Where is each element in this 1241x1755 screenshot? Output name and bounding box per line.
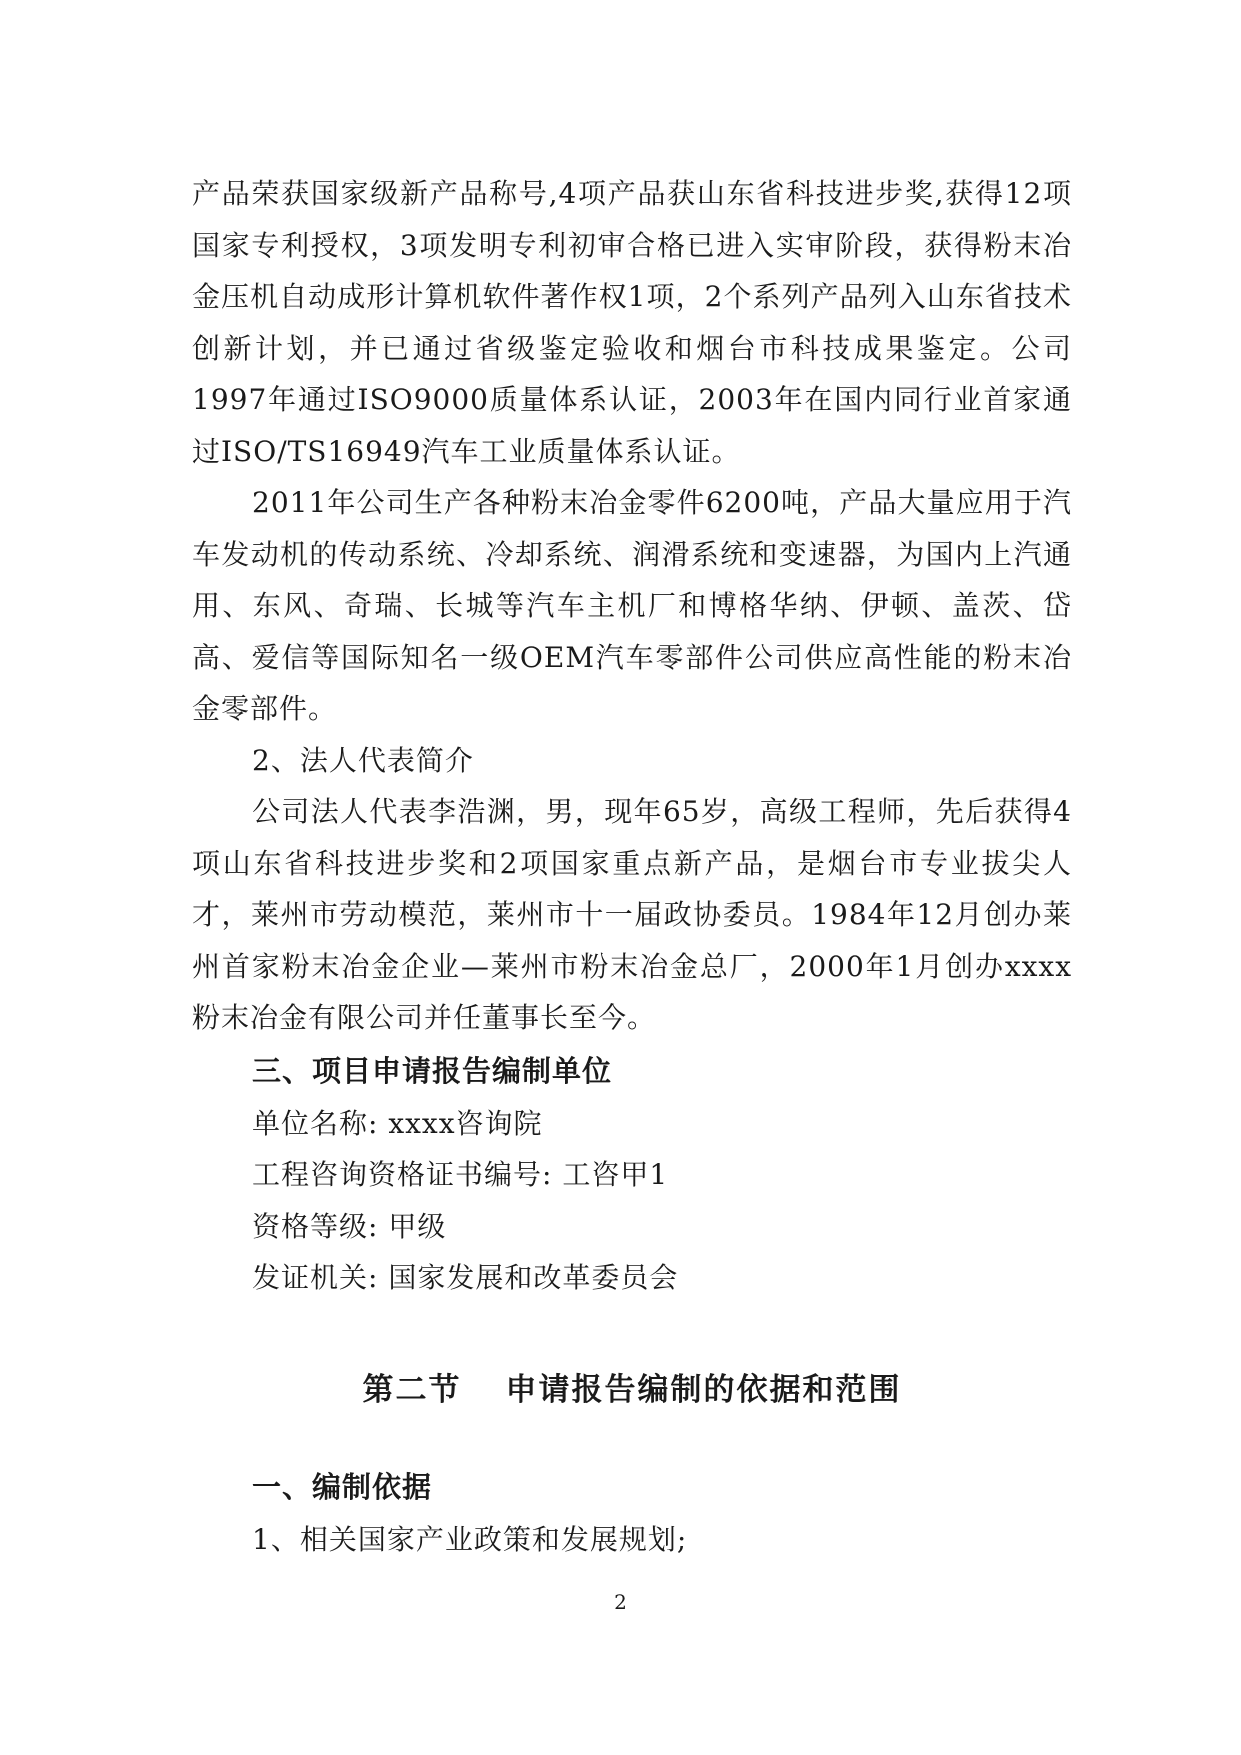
heading-basis: 一、编制依据 (252, 1469, 433, 1504)
paragraph-awards: 产品荣获国家级新产品称号,4项产品获山东省科技进步奖,获得12项国家专利授权，3项发明专利初审合格已进入实审阶段，获得粉末冶金压机自动成形计算机软件著作权1项，2个系列产品列入山东省技术创新计划，并已通过省级鉴定验收和烟台市科技成果鉴定。公司1997年通过ISO9000质量体系认证，2003年在国内同行业首家通过ISO/TS16949汽车工业质量体系认证。 (192, 177, 1072, 468)
paragraph-production: 2011年公司生产各种粉末冶金零件6200吨，产品大量应用于汽车发动机的传动系统、冷却系统、润滑系统和变速器，为国内上汽通用、东风、奇瑞、长城等汽车主机厂和博格华纳、伊顿、盖茨、岱高、爱信等国际知名一级OEM汽车零部件公司供应高性能的粉末冶金零部件。 (192, 486, 1072, 725)
page-number: 2 (614, 1590, 627, 1614)
section-label: 第二节 (362, 1371, 462, 1408)
page-content (192, 168, 1072, 1565)
subheading-legal-rep: 2、法人代表简介 (252, 743, 474, 777)
basis-item-1: 1、相关国家产业政策和发展规划; (252, 1522, 688, 1556)
paragraph-legal-rep: 公司法人代表李浩渊，男，现年65岁，高级工程师，先后获得4项山东省科技进步奖和2项国家重点新产品，是烟台市专业拔尖人才，莱州市劳动模范，莱州市十一届政协委员。1984年12月创办莱州首家粉末冶金企业—莱州市粉末冶金总厂，2000年1月创办xxxx粉末冶金有限公司并任董事长至今。 (192, 795, 1072, 1034)
heading-report-unit: 三、项目申请报告编制单位 (252, 1053, 613, 1088)
certificate-number-line: 工程咨询资格证书编号: 工咨甲1 (252, 1158, 669, 1191)
qualification-level-line: 资格等级: 甲级 (252, 1209, 447, 1243)
issuing-authority-line: 发证机关: 国家发展和改革委员会 (252, 1261, 679, 1294)
section-title-text: 申请报告编制的依据和范围 (505, 1371, 902, 1408)
section-title (192, 1362, 1072, 1418)
unit-name-line: 单位名称: xxxx咨询院 (252, 1106, 543, 1140)
